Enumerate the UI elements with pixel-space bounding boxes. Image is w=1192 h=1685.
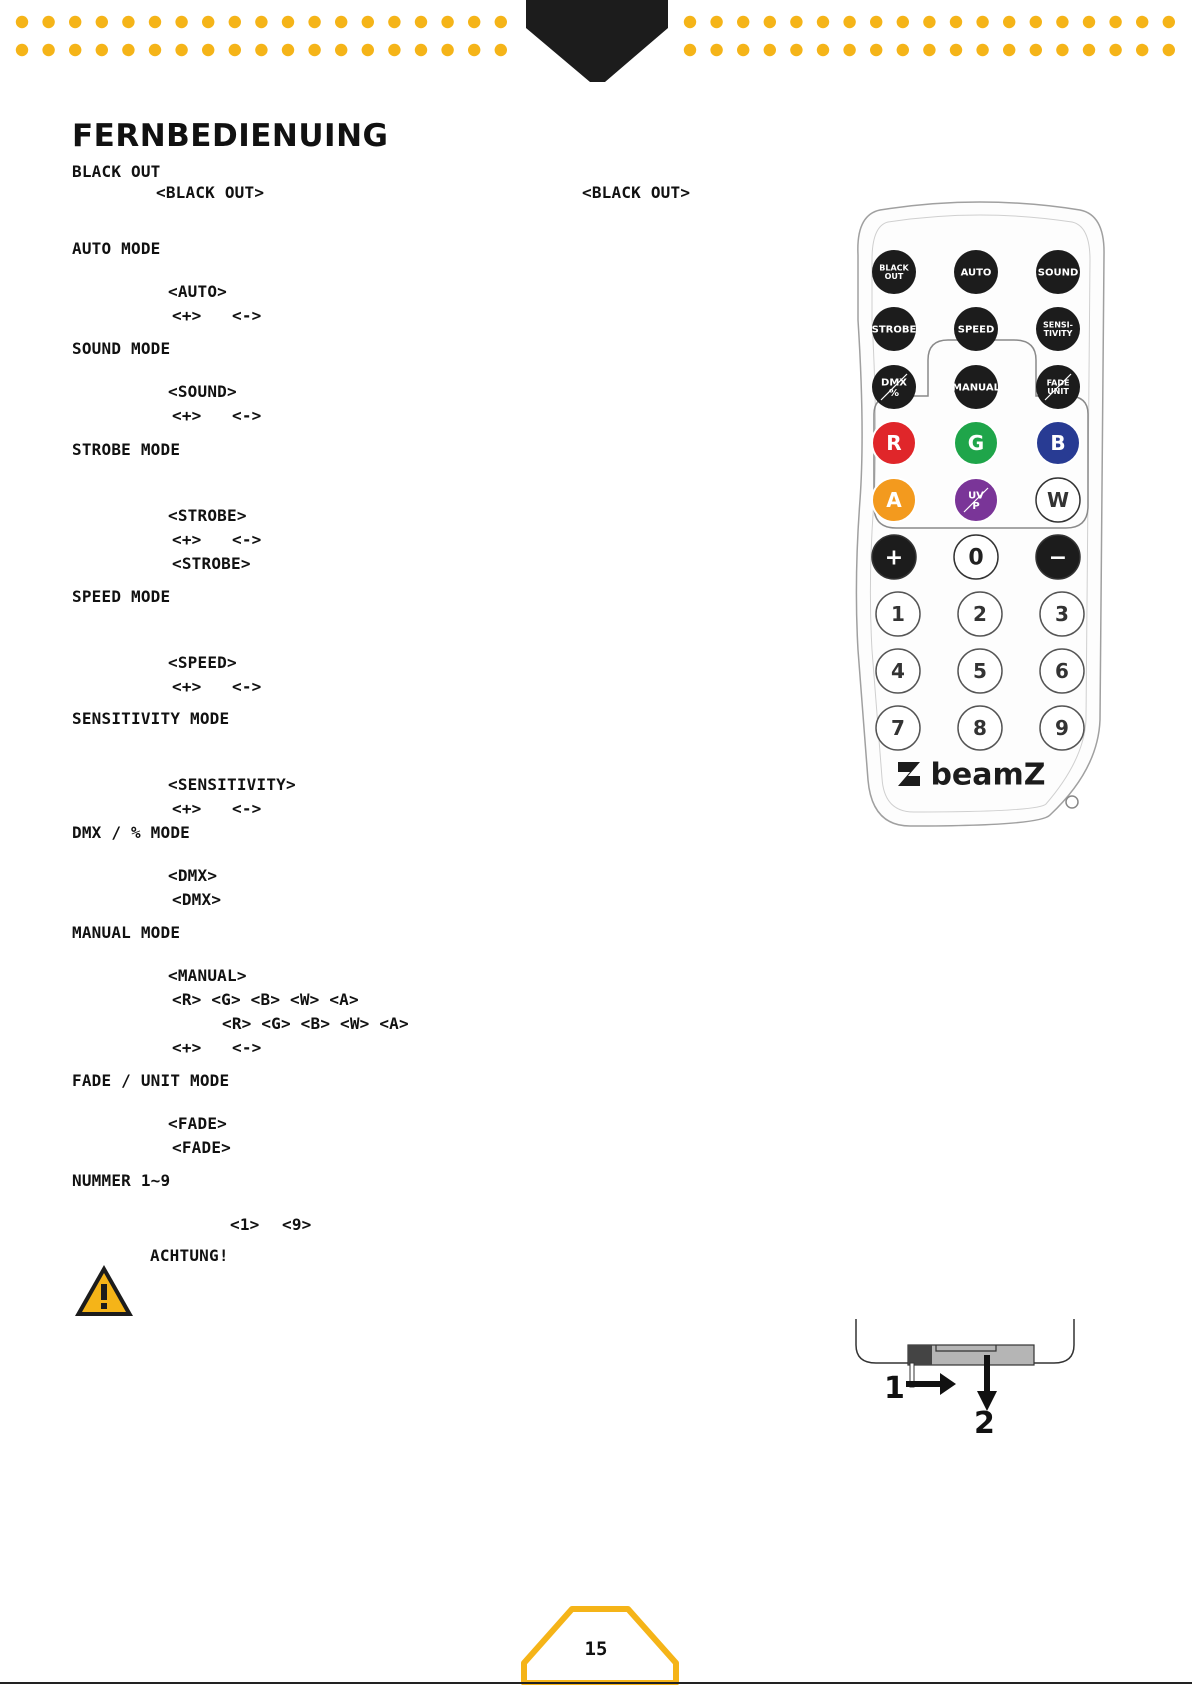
header-dot <box>737 16 749 28</box>
header-dot <box>69 16 81 28</box>
header-dot <box>976 44 988 56</box>
color-button-label: UV P <box>968 490 984 512</box>
key-label: <AUTO> <box>168 282 227 301</box>
header-dot <box>282 16 294 28</box>
header-dot <box>764 44 776 56</box>
section-title-fade: FADE / UNIT MODE <box>72 1071 230 1090</box>
remote-button-label: BLACK OUT <box>879 263 909 281</box>
section-title-number: NUMMER 1~9 <box>72 1171 171 1190</box>
header-dot <box>202 44 214 56</box>
header-dot <box>1109 16 1121 28</box>
header-dot <box>1056 16 1068 28</box>
header-dot <box>1003 44 1015 56</box>
header-dot <box>870 16 882 28</box>
section-title-speed: SPEED MODE <box>72 587 171 606</box>
digit-label: 5 <box>973 659 987 683</box>
page-number: 15 <box>584 1638 608 1660</box>
header-dot <box>976 16 988 28</box>
remote-button-label: 0 <box>968 545 984 571</box>
key-label: <DMX> <box>172 890 222 909</box>
remote-button-label: DMX % <box>881 377 907 399</box>
header-dot <box>388 44 400 56</box>
header-dot <box>122 44 134 56</box>
header-dot <box>42 16 54 28</box>
header-dot <box>122 16 134 28</box>
brand-logo-text: beamZ <box>930 757 1046 793</box>
header-dot <box>764 16 776 28</box>
header-dot <box>415 44 427 56</box>
header-dot <box>69 44 81 56</box>
header-dot <box>308 16 320 28</box>
header-dot <box>1163 16 1175 28</box>
header-dot <box>790 16 802 28</box>
key-label: <BLACK OUT> <box>156 183 265 202</box>
key-label: <+> <box>172 406 202 425</box>
key-label: <+> <box>172 799 202 818</box>
key-label: <STROBE> <box>172 554 251 573</box>
key-label: <1> <box>230 1215 260 1234</box>
header-dot <box>870 44 882 56</box>
section-title-dmx: DMX / % MODE <box>72 823 190 842</box>
section-title-strobe: STROBE MODE <box>72 440 181 459</box>
remote-button-label: SOUND <box>1037 267 1079 279</box>
header-dot <box>362 16 374 28</box>
battery-tray-latch <box>908 1345 932 1365</box>
header-dot <box>149 16 161 28</box>
remote-hole <box>1066 796 1078 808</box>
key-label: <-> <box>232 306 262 325</box>
digit-label: 9 <box>1055 716 1069 740</box>
warning-title: ACHTUNG! <box>150 1246 229 1265</box>
header-dot <box>362 44 374 56</box>
color-button-label: R <box>886 431 902 455</box>
header-dot <box>843 16 855 28</box>
key-label: <SOUND> <box>168 382 237 401</box>
remote-button-label: STROBE <box>871 324 917 336</box>
header-dot <box>1030 44 1042 56</box>
header-dot <box>1136 16 1148 28</box>
header-dot <box>149 44 161 56</box>
digit-label: 4 <box>891 659 905 683</box>
header-dot <box>308 44 320 56</box>
section-title-sensitivity: SENSITIVITY MODE <box>72 709 230 728</box>
header-dot <box>817 44 829 56</box>
header-dot <box>684 16 696 28</box>
key-label: <FADE> <box>172 1138 231 1157</box>
battery-compartment-image <box>850 1315 1090 1435</box>
step-label: 1 <box>884 1371 905 1406</box>
page-title: FERNBEDIENUING <box>72 118 389 154</box>
header-dot <box>16 16 28 28</box>
header-dot <box>255 44 267 56</box>
header-dot <box>1109 44 1121 56</box>
color-button-label: G <box>967 431 985 455</box>
remote-button-label: + <box>884 545 904 571</box>
key-label: <-> <box>232 677 262 696</box>
header-dot <box>1136 44 1148 56</box>
header-dot <box>1030 16 1042 28</box>
header-dot <box>335 16 347 28</box>
header-dot <box>441 44 453 56</box>
digit-label: 2 <box>973 602 987 626</box>
header-dot <box>175 16 187 28</box>
header-dot <box>335 44 347 56</box>
key-label: <-> <box>232 1038 262 1057</box>
digit-label: 3 <box>1055 602 1069 626</box>
header-dot <box>415 16 427 28</box>
key-label: <BLACK OUT> <box>582 183 691 202</box>
key-label: <FADE> <box>168 1114 227 1133</box>
remote-button-label: MANUAL <box>952 382 1000 394</box>
header-dot <box>495 44 507 56</box>
key-label: <SENSITIVITY> <box>168 775 296 794</box>
remote-button-label: SENSI-TIVITY <box>1043 320 1073 338</box>
header-dot-pattern <box>0 0 1192 90</box>
header-dot <box>16 44 28 56</box>
header-dot <box>1083 16 1095 28</box>
header-dot <box>710 44 722 56</box>
header-dot <box>96 44 108 56</box>
header-dot <box>388 16 400 28</box>
digit-label: 8 <box>973 716 987 740</box>
remote-button-label: SPEED <box>957 324 995 336</box>
header-dot <box>96 16 108 28</box>
header-dot <box>468 44 480 56</box>
key-label: <-> <box>232 799 262 818</box>
color-button-label: W <box>1046 488 1070 512</box>
header-dot <box>897 44 909 56</box>
header-dot <box>229 16 241 28</box>
key-label: <DMX> <box>168 866 218 885</box>
section-title-blackout: BLACK OUT <box>72 162 161 181</box>
key-label: <MANUAL> <box>168 966 247 985</box>
key-label: <+> <box>172 677 202 696</box>
key-label: <R> <G> <B> <W> <A> <box>172 990 359 1009</box>
remote-button-label: AUTO <box>960 267 992 279</box>
key-label: <+> <box>172 1038 202 1057</box>
color-button-label: A <box>886 488 902 512</box>
header-dot <box>710 16 722 28</box>
header-dot <box>897 16 909 28</box>
header-dot <box>737 44 749 56</box>
header-dot <box>950 44 962 56</box>
key-label: <+> <box>172 530 202 549</box>
header-tab-shape <box>526 0 668 82</box>
key-label: <-> <box>232 406 262 425</box>
header-dot <box>42 44 54 56</box>
header-dot <box>175 44 187 56</box>
header-dot <box>790 44 802 56</box>
key-label: <R> <G> <B> <W> <A> <box>222 1014 409 1033</box>
header-dot <box>1003 16 1015 28</box>
header-dot <box>468 16 480 28</box>
remote-control-image <box>850 200 1110 830</box>
step-label: 2 <box>974 1406 995 1435</box>
header-dot <box>684 44 696 56</box>
key-label: <-> <box>232 530 262 549</box>
header-dot <box>843 44 855 56</box>
header-dot <box>229 44 241 56</box>
digit-label: 7 <box>891 716 905 740</box>
header-dot <box>441 16 453 28</box>
header-dot <box>495 16 507 28</box>
header-dot <box>255 16 267 28</box>
key-label: <SPEED> <box>168 653 237 672</box>
digit-label: 1 <box>891 602 905 626</box>
header-dot <box>817 16 829 28</box>
header-dot <box>1163 44 1175 56</box>
header-dot <box>1056 44 1068 56</box>
footer-rule <box>0 1682 1192 1684</box>
color-button-label: B <box>1050 431 1066 455</box>
header-dot <box>923 44 935 56</box>
section-title-manual: MANUAL MODE <box>72 923 181 942</box>
digit-label: 6 <box>1055 659 1069 683</box>
key-label: <+> <box>172 306 202 325</box>
header-dot <box>1083 44 1095 56</box>
warning-icon <box>72 1262 136 1320</box>
key-label: <STROBE> <box>168 506 247 525</box>
header-dot <box>282 44 294 56</box>
header-dot <box>923 16 935 28</box>
remote-button-label: FADE UNIT <box>1046 378 1070 396</box>
remote-button-label: − <box>1048 545 1068 571</box>
key-label: <9> <box>282 1215 312 1234</box>
header-dot <box>950 16 962 28</box>
section-title-auto: AUTO MODE <box>72 239 161 258</box>
section-title-sound: SOUND MODE <box>72 339 171 358</box>
header-dot <box>202 16 214 28</box>
